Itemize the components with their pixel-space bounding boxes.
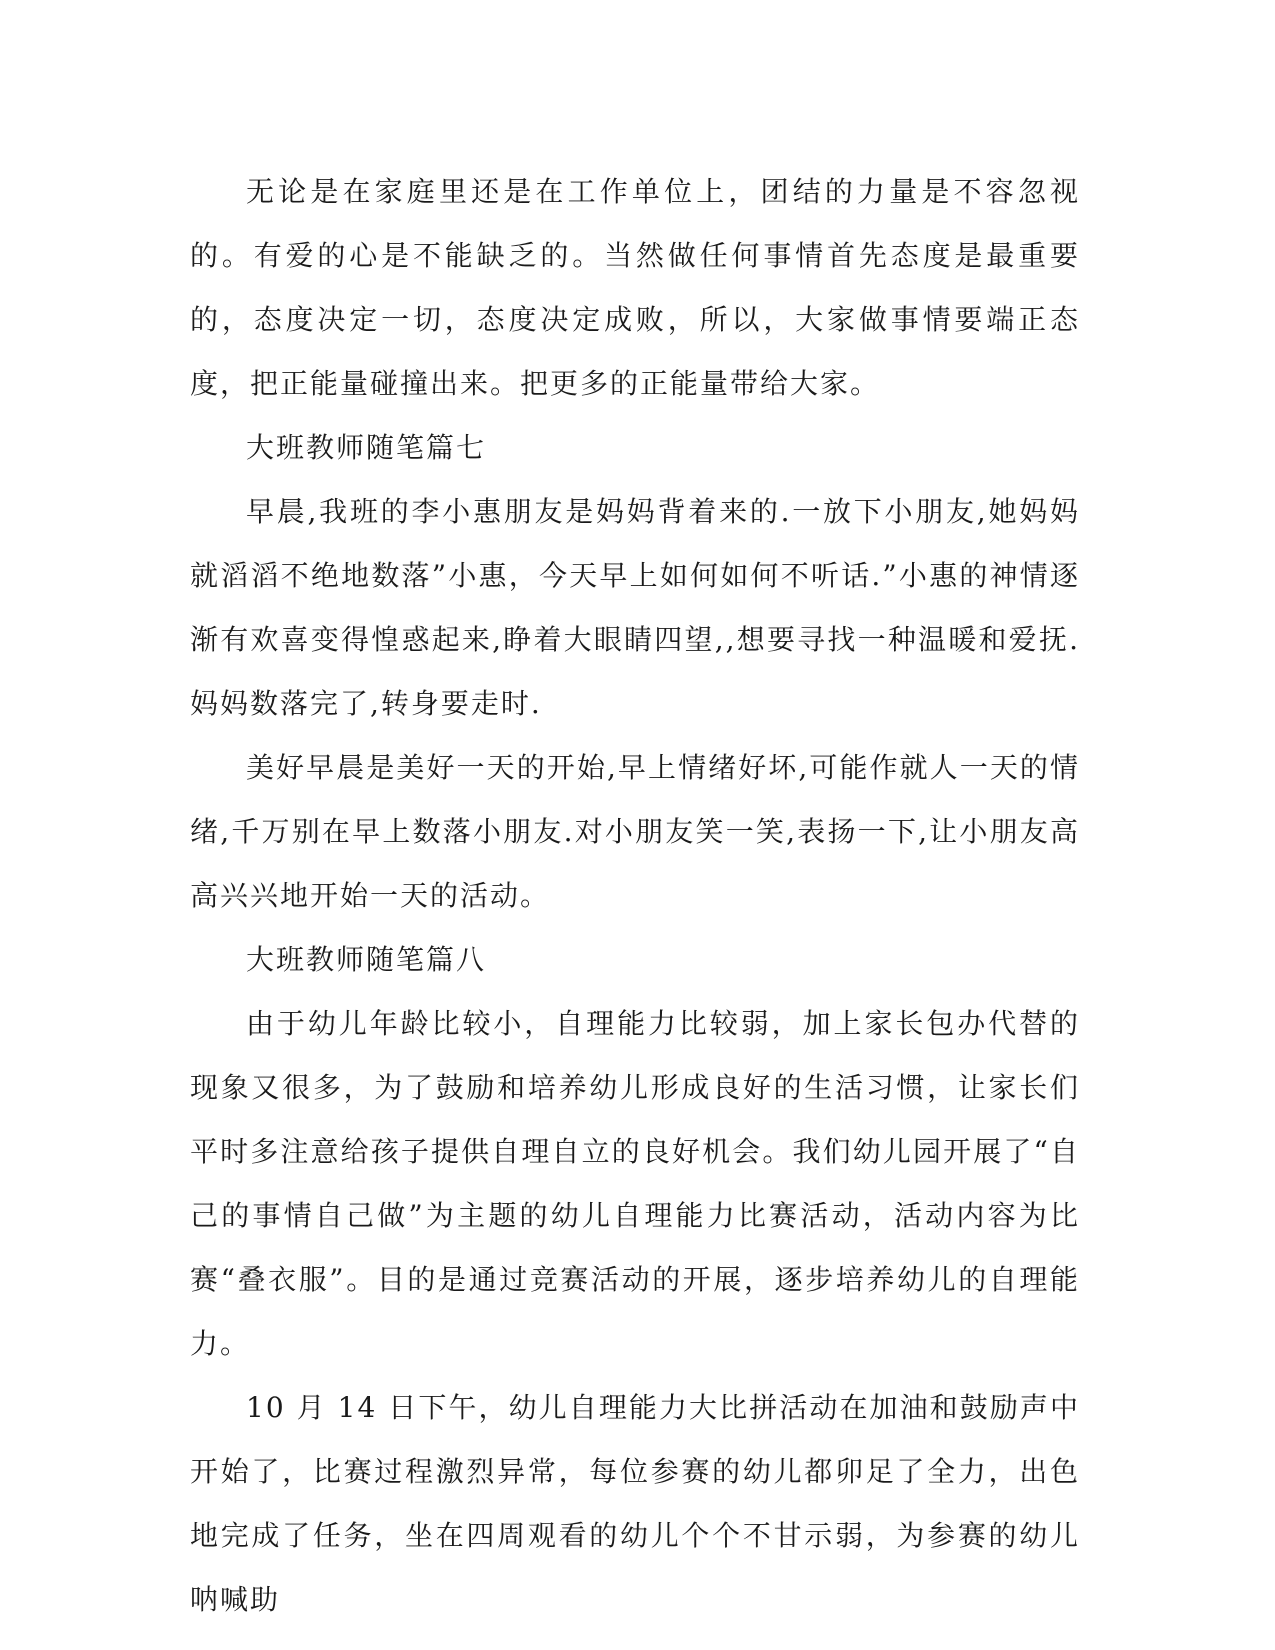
document-body — [190, 160, 1080, 1632]
paragraph-morning-story: 早晨,我班的李小惠朋友是妈妈背着来的.一放下小朋友,她妈妈就滔滔不绝地数落”小惠，今天早上如何如何不听话.”小惠的神情逐渐有欢喜变得惶惑起来,睁着大眼睛四望,,想要寻找一种温暖和爱抚.妈妈数落完了,转身要走时. — [190, 495, 1080, 720]
paragraph-self-care-contest: 由于幼儿年龄比较小，自理能力比较弱，加上家长包办代替的现象又很多，为了鼓励和培养幼儿形成良好的生活习惯，让家长们平时多注意给孩子提供自理自立的良好机会。我们幼儿园开展了“自己的事情自己做”为主题的幼儿自理能力比赛活动，活动内容为比赛“叠衣服”。目的是通过竞赛活动的开展，逐步培养幼儿的自理能力。 — [190, 1007, 1080, 1360]
paragraph-teamwork: 无论是在家庭里还是在工作单位上，团结的力量是不容忽视的。有爱的心是不能缺乏的。当然做任何事情首先态度是最重要的，态度决定一切，态度决定成败，所以，大家做事情要端正态度，把正能量碰撞出来。把更多的正能量带给大家。 — [190, 175, 1080, 400]
section-heading-eight: 大班教师随笔篇八 — [246, 943, 487, 976]
paragraph-contest-day: 10 月 14 日下午，幼儿自理能力大比拼活动在加油和鼓励声中开始了，比赛过程激烈异常，每位参赛的幼儿都卯足了全力，出色地完成了任务，坐在四周观看的幼儿个个不甘示弱，为参赛的幼儿呐喊助 — [190, 1391, 1080, 1616]
section-heading-seven: 大班教师随笔篇七 — [246, 431, 487, 464]
paragraph-morning-reflection: 美好早晨是美好一天的开始,早上情绪好坏,可能作就人一天的情绪,千万别在早上数落小朋友.对小朋友笑一笑,表扬一下,让小朋友高高兴兴地开始一天的活动。 — [190, 751, 1080, 912]
